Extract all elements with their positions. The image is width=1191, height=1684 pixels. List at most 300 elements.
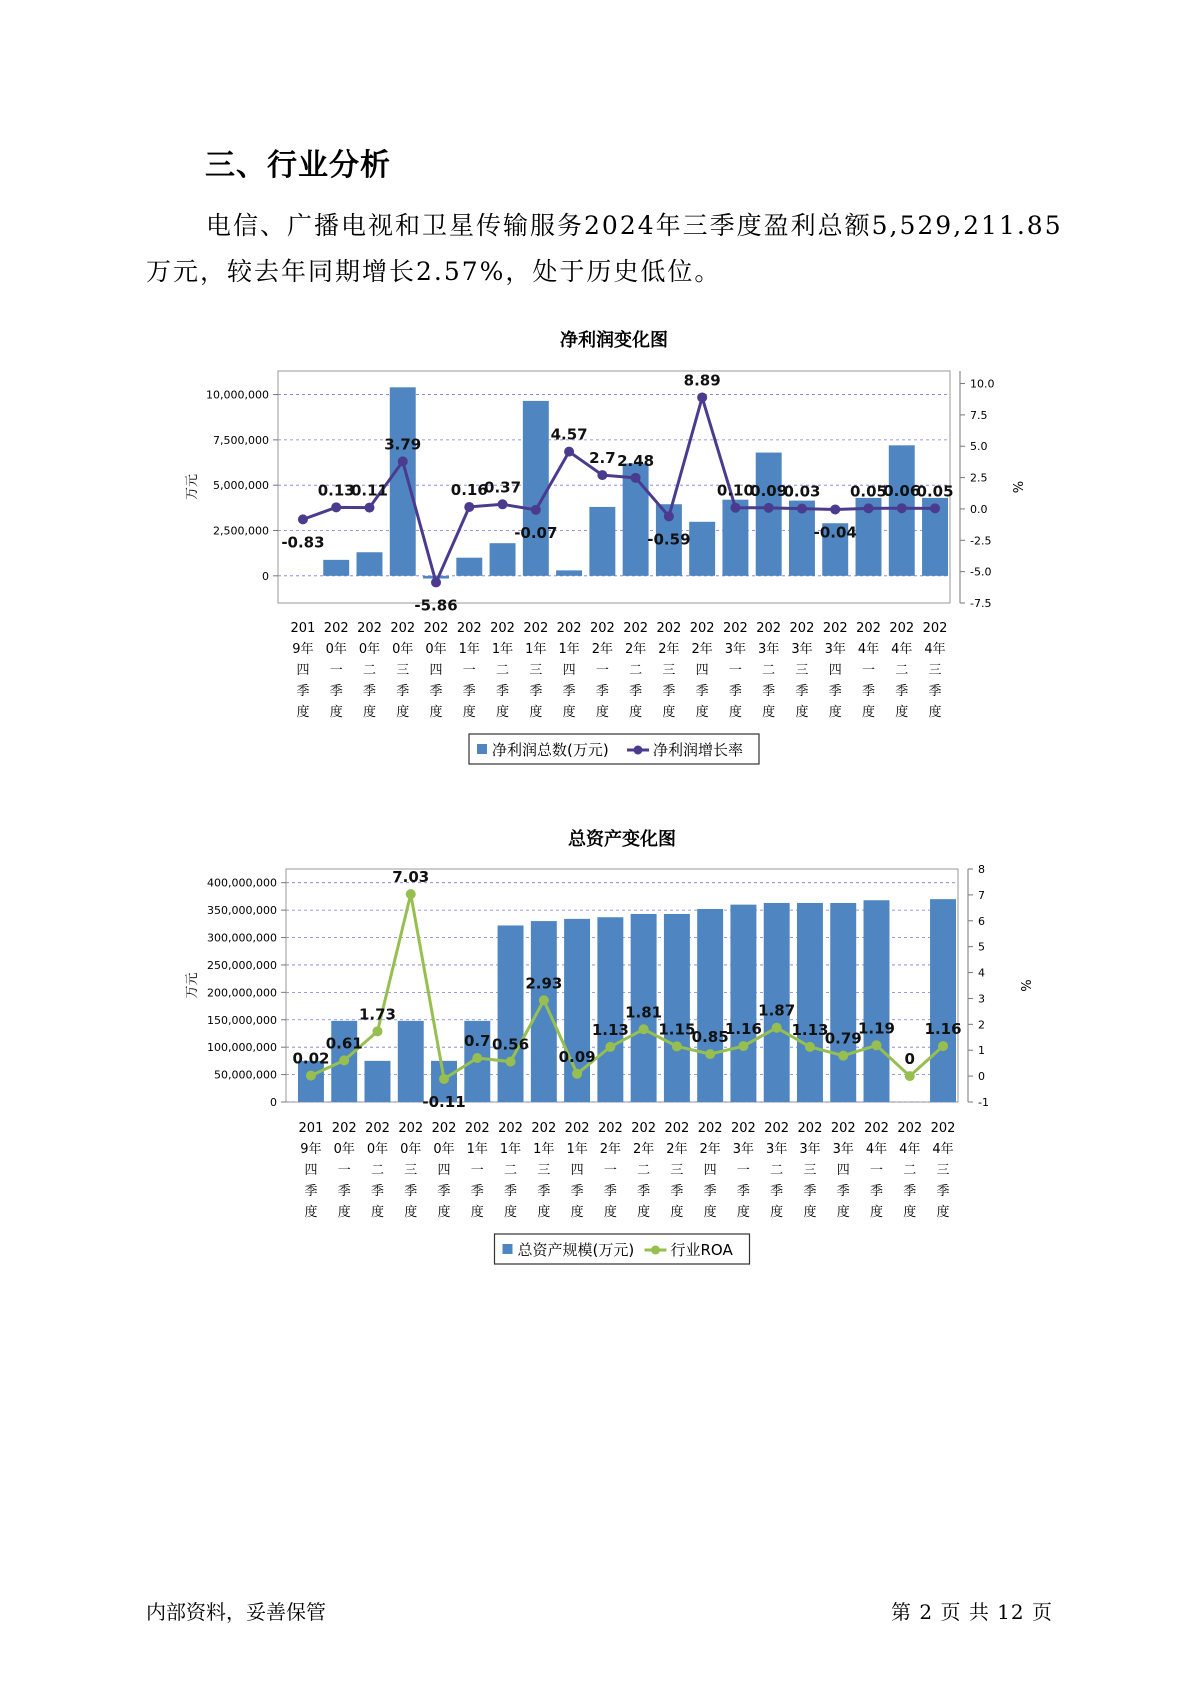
asset-data-label: 2.93 (525, 974, 563, 993)
profit-category-label: 2年 (658, 642, 680, 657)
asset-category-label: 三 (537, 1163, 551, 1178)
asset-category-label: 度 (936, 1205, 950, 1220)
asset-category-label: 202 (564, 1121, 590, 1136)
asset-y-tick-label: 100,000,000 (207, 1041, 277, 1055)
profit-line-point (797, 504, 807, 514)
profit-line-point (331, 502, 341, 512)
profit-bar (490, 543, 516, 576)
asset-category-label: 二 (770, 1163, 784, 1178)
asset-category-label: 2年 (599, 1142, 621, 1157)
asset-line-point (705, 1049, 715, 1059)
asset-category-label: 1年 (499, 1142, 522, 1157)
asset-category-label: 四 (570, 1163, 584, 1178)
asset-line-point (639, 1024, 649, 1034)
asset-data-label: 0.09 (558, 1047, 596, 1066)
profit-data-label: 0.03 (783, 482, 821, 501)
asset-category-label: 度 (404, 1205, 418, 1220)
asset-category-label: 202 (398, 1121, 424, 1136)
profit-category-label: 季 (795, 684, 809, 699)
asset-category-label: 2年 (632, 1142, 655, 1157)
profit-category-label: 季 (762, 684, 776, 699)
profit-category-label: 202 (357, 621, 382, 636)
asset-category-label: 度 (903, 1205, 917, 1220)
asset-line-point (838, 1051, 848, 1061)
asset-bar (498, 925, 524, 1102)
profit-category-label: 1年 (525, 642, 547, 657)
profit-category-label: 202 (523, 621, 549, 636)
asset-data-label: 0.61 (325, 1034, 363, 1053)
profit-category-label: 三 (662, 663, 676, 678)
asset-category-label: 三 (670, 1163, 684, 1178)
asset-category-label: 三 (803, 1163, 817, 1178)
asset-category-label: 202 (731, 1121, 756, 1136)
asset-line-point (339, 1055, 349, 1065)
asset-data-label: 0.7 (463, 1031, 491, 1050)
profit-category-label: 一 (728, 663, 742, 678)
asset-line-point (406, 889, 416, 899)
profit-y-tick-label: 2,500,000 (213, 524, 269, 538)
asset-y-tick-label: 50,000,000 (214, 1068, 277, 1082)
profit-category-label: 季 (462, 684, 476, 699)
asset-category-label: 一 (869, 1163, 884, 1178)
profit-y2-axis-title: % (1009, 480, 1024, 494)
profit-line-point (498, 499, 508, 509)
asset-category-label: 202 (597, 1121, 623, 1136)
profit-category-label: 202 (490, 621, 515, 636)
profit-data-label: -0.59 (647, 530, 691, 549)
profit-category-label: 二 (762, 663, 776, 678)
asset-y2-tick-label: 8 (978, 863, 985, 876)
asset-category-label: 一 (603, 1163, 617, 1178)
asset-data-label: -0.11 (422, 1092, 466, 1111)
profit-category-label: 季 (329, 684, 343, 699)
profit-line-point (830, 504, 840, 514)
profit-data-label: -0.04 (813, 523, 857, 542)
profit-bar (456, 558, 482, 576)
profit-line-point (398, 456, 408, 466)
profit-line-point (730, 503, 740, 513)
asset-line-point (605, 1042, 615, 1052)
asset-bar (664, 914, 690, 1102)
asset-category-label: 度 (770, 1205, 784, 1220)
profit-category-label: 202 (323, 621, 349, 636)
asset-y-tick-label: 0 (270, 1096, 277, 1109)
asset-category-label: 季 (903, 1184, 917, 1199)
asset-category-label: 2年 (666, 1142, 688, 1157)
asset-data-label: 1.87 (758, 1001, 796, 1020)
asset-category-label: 一 (337, 1163, 351, 1178)
asset-category-label: 度 (370, 1205, 384, 1220)
asset-data-label: 1.13 (591, 1020, 629, 1039)
asset-y2-tick-label: 4 (978, 966, 985, 980)
asset-bar (864, 900, 890, 1102)
profit-data-label: 0.05 (849, 482, 888, 501)
asset-bar (597, 917, 623, 1102)
profit-category-label: 度 (762, 705, 776, 720)
asset-y-tick-label: 400,000,000 (207, 876, 277, 890)
profit-category-label: 季 (429, 684, 443, 699)
asset-category-label: 三 (404, 1163, 418, 1178)
asset-data-label: 0 (904, 1050, 915, 1069)
asset-category-label: 度 (670, 1205, 684, 1220)
asset-category-label: 度 (703, 1205, 717, 1220)
profit-data-label: 2.48 (617, 451, 655, 470)
asset-data-label: 1.13 (791, 1020, 829, 1039)
profit-category-label: 4年 (891, 642, 913, 657)
asset-category-label: 0年 (333, 1142, 355, 1157)
profit-category-label: 季 (728, 684, 742, 699)
asset-category-label: 201 (298, 1121, 324, 1136)
asset-data-label: 1.16 (724, 1020, 762, 1039)
asset-data-label: 0.79 (824, 1029, 862, 1048)
profit-category-label: 202 (689, 621, 715, 636)
profit-y2-tick-label: 2.5 (970, 471, 988, 485)
asset-line-point (539, 995, 549, 1005)
profit-category-label: 度 (496, 705, 510, 720)
profit-line-point (564, 447, 574, 457)
profit-line-point (863, 503, 873, 513)
profit-line-point (764, 503, 774, 513)
asset-category-label: 季 (836, 1184, 850, 1199)
asset-category-label: 季 (869, 1184, 884, 1199)
profit-category-label: 202 (789, 621, 815, 636)
profit-category-label: 202 (456, 621, 482, 636)
profit-data-label: 8.89 (683, 371, 721, 390)
asset-category-label: 季 (670, 1184, 684, 1199)
asset-category-label: 四 (836, 1163, 850, 1178)
profit-category-label: 202 (723, 621, 748, 636)
asset-bar (730, 905, 756, 1102)
asset-line-point (672, 1041, 682, 1051)
asset-data-label: 1.81 (625, 1003, 663, 1022)
profit-line-point (531, 505, 541, 515)
asset-category-label: 度 (836, 1205, 850, 1220)
profit-line-point (897, 503, 907, 513)
profit-category-label: 1年 (458, 642, 480, 657)
asset-y2-tick-label: 5 (978, 940, 985, 954)
asset-category-label: 度 (470, 1205, 484, 1220)
profit-y-axis-title: 万元 (185, 473, 200, 501)
summary-line-2: 万元，较去年同期增长2.57%，处于历史低位。 (146, 257, 722, 286)
profit-data-label: -5.86 (414, 596, 458, 615)
footer-confidential: 内部资料，妥善保管 (146, 1600, 326, 1624)
profit-category-label: 季 (529, 684, 543, 699)
asset-y-axis-title: 万元 (185, 972, 200, 999)
asset-chart-title: 总资产变化图 (568, 829, 676, 850)
asset-category-label: 度 (869, 1205, 884, 1220)
profit-category-label: 季 (629, 684, 643, 699)
profit-category-label: 四 (296, 663, 310, 678)
profit-category-label: 度 (828, 705, 842, 720)
asset-line-point (738, 1041, 748, 1051)
asset-category-label: 二 (637, 1163, 651, 1178)
asset-y2-tick-label: -1 (978, 1096, 989, 1109)
profit-data-label: 0.16 (450, 480, 488, 499)
asset-category-label: 二 (504, 1163, 518, 1178)
profit-bar (357, 552, 383, 576)
profit-category-label: 度 (928, 705, 942, 720)
asset-category-label: 202 (764, 1121, 790, 1136)
asset-category-label: 3年 (766, 1142, 788, 1157)
profit-category-label: 一 (462, 663, 476, 678)
profit-category-label: 0年 (358, 642, 381, 657)
asset-bar (398, 1021, 424, 1102)
asset-category-label: 季 (936, 1184, 950, 1199)
profit-bar (323, 560, 349, 576)
asset-legend-bar-swatch (503, 1244, 513, 1254)
asset-y-tick-label: 250,000,000 (207, 958, 277, 972)
asset-y2-tick-label: 0 (978, 1070, 985, 1084)
profit-y2-tick-label: 7.5 (970, 408, 988, 422)
profit-line-point (364, 503, 374, 513)
asset-line-point (572, 1069, 582, 1079)
profit-category-label: 0年 (425, 642, 447, 657)
profit-category-label: 四 (562, 663, 576, 678)
asset-legend-bar-label: 总资产规模(万元) (517, 1241, 635, 1259)
profit-category-label: 季 (595, 684, 609, 699)
asset-category-label: 202 (797, 1121, 823, 1136)
asset-category-label: 一 (470, 1163, 484, 1178)
asset-category-label: 1年 (466, 1142, 488, 1157)
profit-category-label: 0年 (325, 642, 347, 657)
profit-category-label: 三 (529, 663, 543, 678)
profit-bar (589, 507, 615, 576)
profit-category-label: 202 (423, 621, 449, 636)
profit-category-label: 202 (856, 621, 881, 636)
asset-category-label: 季 (603, 1184, 617, 1199)
asset-line-point (472, 1053, 482, 1063)
asset-data-label: 0.02 (292, 1049, 330, 1068)
profit-legend-line-marker (634, 746, 643, 755)
asset-category-label: 202 (930, 1121, 956, 1136)
asset-category-label: 1年 (566, 1142, 588, 1157)
asset-y2-tick-label: 6 (978, 914, 985, 928)
profit-category-label: 4年 (924, 642, 946, 657)
asset-category-label: 4年 (899, 1142, 921, 1157)
asset-data-label: 1.73 (358, 1005, 396, 1024)
profit-category-label: 度 (695, 705, 709, 720)
asset-bar (830, 903, 856, 1102)
asset-category-label: 202 (365, 1121, 390, 1136)
asset-category-label: 202 (897, 1121, 923, 1136)
profit-category-label: 202 (889, 621, 915, 636)
profit-data-label: -0.83 (281, 533, 325, 552)
asset-line-point (871, 1040, 881, 1050)
asset-category-label: 四 (437, 1163, 451, 1178)
profit-y2-tick-label: 10.0 (970, 377, 995, 391)
profit-line-point (298, 514, 308, 524)
profit-category-label: 三 (396, 663, 410, 678)
profit-category-label: 季 (396, 684, 410, 699)
asset-category-label: 4年 (932, 1142, 954, 1157)
profit-category-label: 202 (822, 621, 848, 636)
asset-bar (531, 921, 557, 1102)
asset-category-label: 1年 (533, 1142, 555, 1157)
asset-category-label: 季 (304, 1184, 318, 1199)
profit-bar (756, 453, 782, 576)
profit-category-label: 季 (562, 684, 576, 699)
profit-category-label: 三 (795, 663, 809, 678)
asset-category-label: 202 (664, 1121, 690, 1136)
profit-line-point (930, 503, 940, 513)
asset-category-label: 季 (504, 1184, 518, 1199)
asset-data-label: 1.15 (658, 1020, 696, 1039)
profit-category-label: 3年 (791, 642, 813, 657)
asset-category-label: 度 (537, 1205, 551, 1220)
asset-category-label: 202 (531, 1121, 557, 1136)
profit-y-tick-label: 7,500,000 (213, 433, 269, 447)
asset-category-label: 度 (570, 1205, 584, 1220)
asset-category-label: 4年 (865, 1142, 888, 1157)
profit-data-label: 0.05 (916, 482, 954, 501)
profit-line-point (664, 511, 674, 521)
profit-category-label: 2年 (624, 642, 647, 657)
asset-data-label: 1.16 (924, 1020, 962, 1039)
profit-category-label: 度 (895, 705, 909, 720)
asset-category-label: 度 (637, 1205, 651, 1220)
asset-category-label: 季 (537, 1184, 551, 1199)
profit-category-label: 3年 (824, 642, 846, 657)
profit-y2-tick-label: 0.0 (970, 502, 988, 516)
asset-y2-tick-label: 3 (978, 992, 985, 1006)
asset-category-label: 三 (936, 1163, 950, 1178)
profit-category-label: 0年 (392, 642, 414, 657)
profit-category-label: 度 (529, 705, 543, 720)
asset-category-label: 季 (470, 1184, 484, 1199)
profit-data-label: 2.7 (589, 449, 616, 468)
asset-category-label: 0年 (366, 1142, 389, 1157)
profit-category-label: 季 (828, 684, 842, 699)
profit-category-label: 季 (695, 684, 709, 699)
asset-line-point (506, 1057, 516, 1067)
asset-bar (930, 899, 956, 1102)
asset-category-label: 202 (864, 1121, 889, 1136)
profit-category-label: 季 (296, 684, 310, 699)
asset-category-label: 一 (736, 1163, 750, 1178)
profit-y-tick-label: 10,000,000 (206, 388, 269, 402)
asset-category-label: 202 (830, 1121, 856, 1136)
profit-category-label: 202 (756, 621, 782, 636)
profit-category-label: 202 (922, 621, 948, 636)
profit-line-point (631, 473, 641, 483)
asset-category-label: 202 (631, 1121, 657, 1136)
profit-category-label: 度 (462, 705, 476, 720)
asset-category-label: 季 (370, 1184, 384, 1199)
profit-category-label: 二 (629, 663, 643, 678)
profit-category-label: 度 (728, 705, 742, 720)
profit-category-label: 度 (362, 705, 376, 720)
profit-category-label: 3年 (758, 642, 780, 657)
asset-category-label: 二 (370, 1163, 384, 1178)
asset-category-label: 季 (703, 1184, 717, 1199)
asset-category-label: 202 (697, 1121, 723, 1136)
profit-category-label: 季 (362, 684, 376, 699)
asset-category-label: 季 (770, 1184, 784, 1199)
profit-category-label: 202 (589, 621, 615, 636)
asset-line-point (372, 1026, 382, 1036)
asset-y-tick-label: 200,000,000 (207, 986, 277, 1000)
profit-category-label: 2年 (691, 642, 713, 657)
profit-category-label: 201 (290, 621, 316, 636)
profit-data-label: -0.07 (514, 523, 558, 542)
profit-y-tick-label: 0 (262, 569, 269, 583)
asset-category-label: 202 (498, 1121, 523, 1136)
profit-category-label: 9年 (292, 642, 314, 657)
profit-bar (556, 570, 582, 575)
profit-data-label: 0.06 (883, 482, 921, 501)
profit-data-label: 3.79 (384, 435, 422, 454)
profit-category-label: 度 (329, 705, 343, 720)
asset-line-point (439, 1074, 449, 1084)
profit-category-label: 3年 (724, 642, 747, 657)
asset-y-tick-label: 300,000,000 (207, 931, 277, 945)
asset-line-point (805, 1042, 815, 1052)
asset-y2-tick-label: 2 (978, 1018, 985, 1032)
profit-data-label: 0.11 (350, 481, 388, 500)
profit-category-label: 2年 (591, 642, 613, 657)
profit-category-label: 四 (695, 663, 709, 678)
profit-line-point (464, 502, 474, 512)
profit-data-label: 4.57 (550, 425, 588, 444)
asset-category-label: 0年 (433, 1142, 455, 1157)
asset-legend-line-marker (651, 1246, 660, 1255)
asset-category-label: 度 (603, 1205, 617, 1220)
profit-category-label: 1年 (558, 642, 580, 657)
asset-y-tick-label: 150,000,000 (207, 1013, 277, 1027)
asset-category-label: 2年 (699, 1142, 721, 1157)
asset-bar (365, 1061, 391, 1102)
profit-category-label: 一 (861, 663, 876, 678)
profit-category-label: 度 (795, 705, 809, 720)
profit-category-label: 二 (362, 663, 376, 678)
profit-bar (390, 387, 416, 576)
asset-line-point (938, 1041, 948, 1051)
profit-legend-line-label: 净利润增长率 (653, 741, 744, 759)
profit-category-label: 二 (895, 663, 909, 678)
asset-category-label: 3年 (799, 1142, 821, 1157)
asset-category-label: 202 (331, 1121, 357, 1136)
summary-line-1: 电信、广播电视和卫星传输服务2024年三季度盈利总额5,529,211.85 (206, 211, 1063, 240)
asset-category-label: 季 (570, 1184, 584, 1199)
asset-bar (797, 903, 823, 1102)
profit-data-label: 0.13 (317, 481, 355, 500)
asset-bar (697, 909, 723, 1102)
asset-category-label: 季 (337, 1184, 351, 1199)
asset-category-label: 9年 (300, 1142, 322, 1157)
asset-category-label: 度 (736, 1205, 750, 1220)
profit-category-label: 二 (496, 663, 510, 678)
profit-category-label: 季 (496, 684, 510, 699)
profit-category-label: 度 (629, 705, 643, 720)
asset-category-label: 度 (504, 1205, 518, 1220)
profit-category-label: 四 (429, 663, 443, 678)
asset-category-label: 度 (337, 1205, 351, 1220)
asset-y2-axis-title: % (1017, 979, 1032, 992)
profit-category-label: 度 (595, 705, 609, 720)
profit-category-label: 四 (828, 663, 842, 678)
asset-category-label: 季 (736, 1184, 750, 1199)
footer-page-number: 第 2 页 共 12 页 (891, 1600, 1053, 1624)
asset-y2-tick-label: 7 (978, 888, 985, 902)
profit-category-label: 度 (429, 705, 443, 720)
profit-line-point (431, 577, 441, 587)
profit-category-label: 季 (895, 684, 909, 699)
profit-bar (523, 401, 549, 576)
profit-bar (689, 522, 715, 576)
profit-category-label: 三 (928, 663, 942, 678)
asset-category-label: 3年 (732, 1142, 755, 1157)
asset-y-tick-label: 350,000,000 (207, 904, 277, 918)
